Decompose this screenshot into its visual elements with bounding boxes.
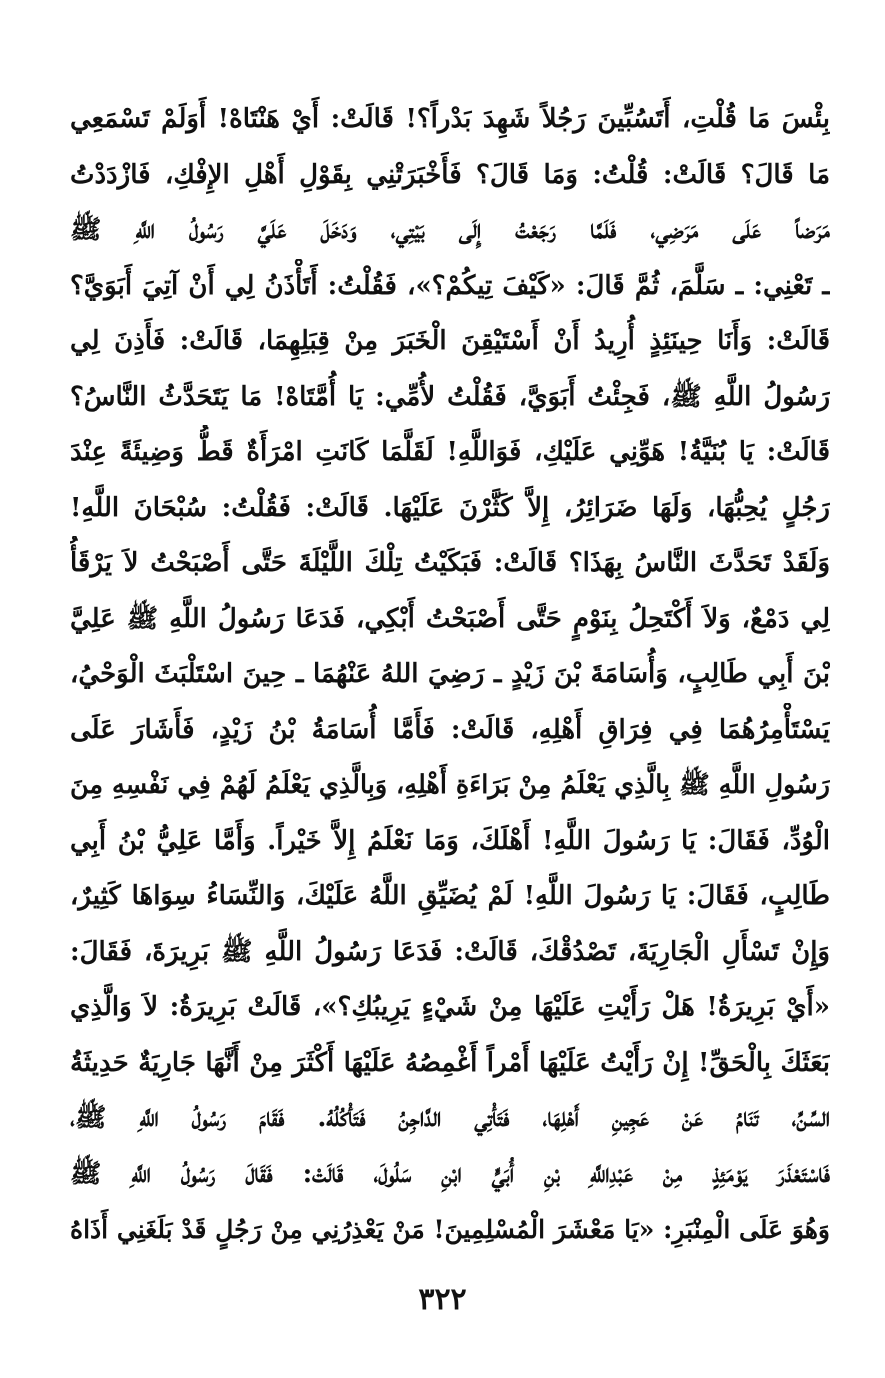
text-line-17: «أَيْ بَرِيرَةُ! هَلْ رَأَيْتِ عَلَيْهَا مِنْ شَيْءٍ يَرِيبُكِ؟»، قَالَتْ بَرِيرَةُ: لاَ وَالَّذِي	[70, 992, 830, 1022]
text-line-6: رَسُولُ اللَّهِ ﷺ، فَجِئْتُ أَبَوَيَّ، فَقُلْتُ لأُمِّي: يَا أُمَّتَاهْ! مَا يَتَحَدَّثُ النَّاسُ؟	[70, 381, 830, 412]
text-line-7: قَالَتْ: يَا بُنَيَّةُ! هَوِّنِي عَلَيْكِ، فَوَاللَّهِ! لَقَلَّمَا كَانَتِ امْرَأَةٌ قَطُّ وَضِيئَةً عِنْدَ	[70, 437, 830, 467]
text-line-5: قَالَتْ: وَأَنَا حِينَئِذٍ أُرِيدُ أَنْ أَسْتَيْقِنَ الْخَبَرَ مِنْ قِبَلِهِمَا، قَالَتْ: فَأَذِنَ لِي	[70, 326, 830, 356]
text-line-3: مَرَضاً عَلَى مَرَضِي، فَلَمَّا رَجَعْتُ إِلَى بَيْتِي، وَدَخَلَ عَلَيَّ رَسُولُ اللَّهِ ﷺ	[70, 215, 830, 245]
page-number: ٣٢٢	[418, 1282, 467, 1317]
text-line-10: لِي دَمْعٌ، وَلاَ أَكْتَحِلُ بِنَوْمٍ حَتَّى أَصْبَحْتُ أَبْكِي، فَدَعَا رَسُولُ اللَّهِ ﷺ عَلِيَّ	[70, 603, 830, 634]
text-line-9: وَلَقَدْ تَحَدَّثَ النَّاسُ بِهَذَا؟ قَالَتْ: فَبَكَيْتُ تِلْكَ اللَّيْلَةَ حَتَّى أَصْبَحْتُ لاَ يَرْقَأُ	[70, 548, 830, 578]
text-line-8: رَجُلٍ يُحِبُّهَا، وَلَهَا ضَرَائِرُ، إِلاَّ كَثَّرْنَ عَلَيْهَا. قَالَتْ: فَقُلْتُ: سُبْحَانَ اللَّهِ!	[70, 492, 830, 523]
text-line-14: الْوُدِّ، فَقَالَ: يَا رَسُولَ اللَّهِ! أَهْلَكَ، وَمَا نَعْلَمُ إِلاَّ خَيْراً. وَأَمَّا عَلِيُّ بْنُ أَبِي	[70, 825, 830, 856]
text-line-16: وَإِنْ تَسْأَلِ الْجَارِيَةَ، تَصْدُقْكَ، قَالَتْ: فَدَعَا رَسُولُ اللَّهِ ﷺ بَرِيرَةَ، فَقَالَ:	[70, 936, 830, 967]
text-line-13: رَسُولِ اللَّهِ ﷺ بِالَّذِي يَعْلَمُ مِنْ بَرَاءَةِ أَهْلِهِ، وَبِالَّذِي يَعْلَمُ لَهُمْ فِي نَفْسِهِ مِنَ	[70, 770, 830, 800]
text-line-11: بْنَ أَبِي طَالِبٍ، وَأُسَامَةَ بْنَ زَيْدٍ ـ رَضِيَ اللهُ عَنْهُمَا ـ حِينَ اسْتَلْبَثَ الْوَحْيُ،	[70, 659, 830, 689]
text-line-1: بِئْسَ مَا قُلْتِ، أَتَسُبِّينَ رَجُلاً شَهِدَ بَدْراً؟! قَالَتْ: أَيْ هَنْتَاهْ! أَوَلَمْ تَسْمَعِي	[70, 104, 830, 134]
text-line-18: بَعَثَكَ بِالْحَقِّ! إِنْ رَأَيْتُ عَلَيْهَا أَمْراً أَغْمِصُهُ عَلَيْهَا أَكْثَرَ مِنْ أَنَّهَا جَارِيَةٌ حَدِيثَةُ	[70, 1047, 830, 1078]
text-line-21: وَهُوَ عَلَى الْمِنْبَرِ: «يَا مَعْشَرَ الْمُسْلِمِينَ! مَنْ يَعْذِرُنِي مِنْ رَجُلٍ قَدْ بَلَغَنِي أَذَاهُ	[70, 1215, 830, 1244]
text-line-20: فَاسْتَعْذَرَ يَوْمَئِذٍ مِنْ عَبْدِاللَّهِ بْنِ أُبَيٍّ ابْنِ سَلُولَ، قَالَتْ: فَقَالَ رَسُولُ اللَّهِ ﷺ	[70, 1158, 830, 1189]
body-text	[70, 92, 830, 1258]
text-line-19: السِّنِّ، تَنَامُ عَنْ عَجِينِ أَهْلِهَا، فَتَأْتِي الدَّاجِنُ فَتَأْكُلُهُ. فَقَامَ رَسُولُ اللَّهِ ﷺ،	[70, 1103, 830, 1133]
text-line-2: مَا قَالَ؟ قَالَتْ: قُلْتُ: وَمَا قَالَ؟ فَأَخْبَرَتْنِي بِقَوْلِ أَهْلِ الإِفْكِ، فَازْدَدْتُ	[70, 159, 830, 190]
text-line-12: يَسْتَأْمِرُهُمَا فِي فِرَاقِ أَهْلِهِ، قَالَتْ: فَأَمَّا أُسَامَةُ بْنُ زَيْدٍ، فَأَشَارَ عَلَى	[70, 714, 830, 745]
text-line-4: ـ تَعْنِي: ـ سَلَّمَ، ثُمَّ قَالَ: «كَيْفَ تِيكُمْ؟»، فَقُلْتُ: أَتَأْذَنُ لِي أَنْ آتِيَ أَبَوَيَّ؟	[70, 270, 830, 301]
text-line-15: طَالِبٍ، فَقَالَ: يَا رَسُولَ اللَّهِ! لَمْ يُضَيِّقِ اللَّهُ عَلَيْكَ، وَالنِّسَاءُ سِوَاهَا كَثِيرٌ،	[70, 881, 830, 911]
